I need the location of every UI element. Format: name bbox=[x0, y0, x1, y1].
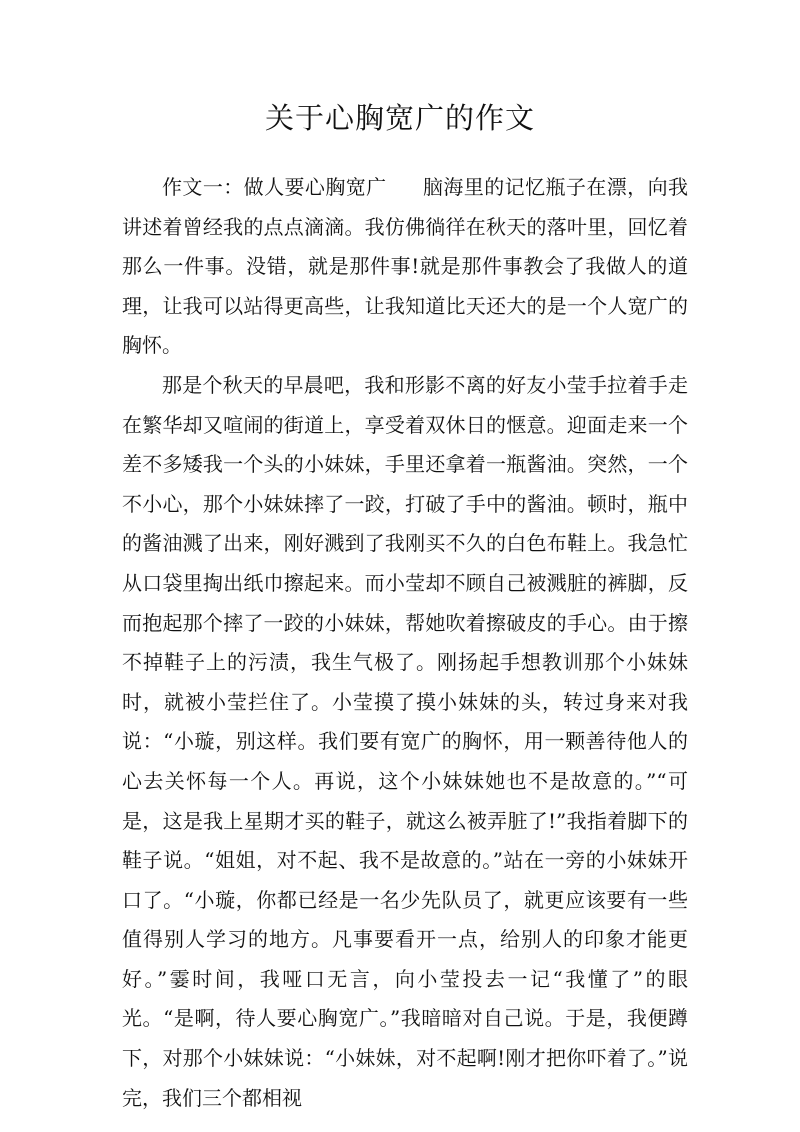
paragraph-2: 那是个秋天的早晨吧，我和形影不离的好友小莹手拉着手走在繁华却又喧闹的街道上，享受着双休日的惬意。迎面走来一个差不多矮我一个头的小妹妹，手里还拿着一瓶酱油。突然，一个不小心，那个小妹妹摔了一跤，打破了手中的酱油。顿时，瓶中的酱油溅了出来，刚好溅到了我刚买不久的白色布鞋上。我急忙从口袋里掏出纸巾擦起来。而小莹却不顾自己被溅脏的裤脚，反而抱起那个摔了一跤的小妹妹，帮她吹着擦破皮的手心。由于擦不掉鞋子上的污渍，我生气极了。刚扬起手想教训那个小妹妹时，就被小莹拦住了。小莹摸了摸小妹妹的头，转过身来对我说：“小璇，别这样。我们要有宽广的胸怀，用一颗善待他人的心去关怀每一个人。再说，这个小妹妹她也不是故意的。”“可是，这是我上星期才买的鞋子，就这么被弄脏了!”我指着脚下的鞋子说。“姐姐，对不起、我不是故意的。”站在一旁的小妹妹开口了。“小璇，你都已经是一名少先队员了，就更应该要有一些值得别人学习的地方。凡事要看开一点，给别人的印象才能更好。”霎时间，我哑口无言，向小莹投去一记“我懂了”的眼光。“是啊，待人要心胸宽广。”我暗暗对自己说。于是，我便蹲下，对那个小妹妹说：“小妹妹，对不起啊!刚才把你吓着了。”说完，我们三个都相视 bbox=[122, 372, 688, 1110]
essay-body bbox=[122, 168, 688, 1118]
essay-heading-label: 作文一：做人要心胸宽广 bbox=[162, 175, 387, 199]
document-title: 关于心胸宽广的作文 bbox=[264, 101, 535, 135]
paragraph-1 bbox=[122, 168, 688, 366]
paragraph-1-text: 脑海里的记忆瓶子在漂，向我讲述着曾经我的点点滴滴。我仿佛徜徉在秋天的落叶里，回忆着那么一件事。没错，就是那件事!就是那件事教会了我做人的道理，让我可以站得更高些，让我知道比天还大的是一个人宽广的胸怀。 bbox=[122, 175, 689, 358]
